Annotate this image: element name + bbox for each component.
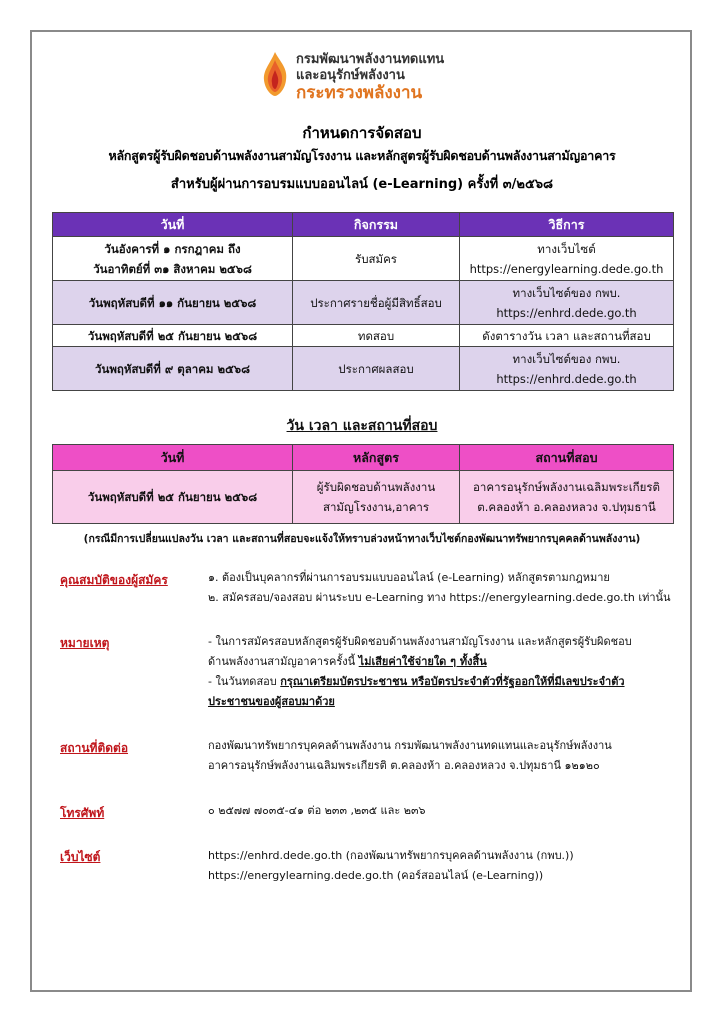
remark-emphasis: ไม่เสียค่าใช้จ่ายใด ๆ ทั้งสิ้น: [358, 655, 487, 668]
venue-header-place: สถานที่สอบ: [460, 445, 674, 471]
phone-text: [208, 801, 678, 821]
qualification-line: ๑. ต้องเป็นบุคลากรที่ผ่านการอบรมแบบออนไลน์ (e-Learning) หลักสูตรตามกฎหมาย: [208, 571, 610, 584]
contact-label: สถานที่ติดต่อ: [60, 741, 129, 755]
table-row: [53, 237, 674, 281]
page-subtitle-2: สำหรับผู้ผ่านการอบรมแบบออนไลน์ (e-Learning) ครั้งที่ ๓/๒๕๖๘: [170, 177, 554, 192]
table-row: [53, 347, 674, 391]
qualification-line: ๒. สมัครสอบ/จองสอบ ผ่านระบบ e-Learning ทาง https://energylearning.dede.go.th เท่านั้น: [208, 591, 671, 604]
qualifications-text: [208, 568, 678, 608]
schedule-table: [52, 212, 674, 391]
schedule-method-cell: ดังตารางวัน เวลา และสถานที่สอบ: [460, 325, 674, 347]
page-title: กำหนดการจัดสอบ: [302, 124, 422, 142]
table-row: [53, 281, 674, 325]
contact-line: อาคารอนุรักษ์พลังงานเฉลิมพระเกียรติ ต.คลองห้า อ.คลองหลวง จ.ปทุมธานี ๑๒๑๒๐: [208, 759, 600, 772]
phone-label: โทรศัพท์: [60, 806, 105, 820]
website-text: [208, 846, 678, 886]
table-row: [53, 471, 674, 524]
venue-place-text: อาคารอนุรักษ์พลังงานเฉลิมพระเกียรติ: [473, 480, 660, 494]
venue-course-text: ผู้รับผิดชอบด้านพลังงาน: [316, 480, 436, 494]
schedule-header-row: [53, 213, 674, 237]
remark-text: ด้านพลังงานสามัญอาคารครั้งนี้: [208, 655, 359, 668]
remark-line: [208, 652, 678, 672]
venue-table: [52, 444, 674, 524]
change-notice: (กรณีมีการเปลี่ยนแปลงวัน เวลา และสถานที่สอบจะแจ้งให้ทราบล่วงหน้าทางเว็บไซต์กองพัฒนาทรัพยากรบุคคลด้านพลังงาน): [83, 533, 641, 545]
schedule-method-text: ทางเว็บไซต์ของ กพบ.: [512, 351, 621, 366]
remark-line: [208, 672, 678, 692]
venue-course-cell: [293, 471, 460, 524]
schedule-date-text: วันอาทิตย์ที่ ๓๑ สิงหาคม ๒๕๖๘: [93, 261, 252, 276]
phone-number: ๐ ๒๕๗๗ ๗๐๓๕-๔๑ ต่อ ๒๓๓ ,๒๓๕ และ ๒๓๖: [208, 804, 426, 817]
flame-logo-icon: [258, 50, 292, 98]
schedule-method-link[interactable]: https://energylearning.dede.go.th: [469, 261, 664, 276]
remark-line: ประชาชนของผู้สอบมาด้วย: [208, 695, 335, 708]
remark-line: - ในการสมัครสอบหลักสูตรผู้รับผิดชอบด้านพลังงานสามัญโรงงาน และหลักสูตรผู้รับผิดชอบ: [208, 635, 632, 648]
page-subtitle: หลักสูตรผู้รับผิดชอบด้านพลังงานสามัญโรงงาน และหลักสูตรผู้รับผิดชอบด้านพลังงานสามัญอาคาร: [108, 148, 616, 163]
schedule-method-cell: [460, 281, 674, 325]
contact-line: กองพัฒนาทรัพยากรบุคคลด้านพลังงาน กรมพัฒนาพลังงานทดแทนและอนุรักษ์พลังงาน: [208, 739, 612, 752]
website-link[interactable]: https://enhrd.dede.go.th (กองพัฒนาทรัพยากรบุคคลด้านพลังงาน (กพบ.)): [208, 849, 574, 862]
schedule-date-cell: [53, 237, 293, 281]
remark-text: - ในวันทดสอบ: [208, 675, 281, 688]
qualifications-label: คุณสมบัติของผู้สมัคร: [60, 573, 168, 587]
schedule-method-cell: [460, 347, 674, 391]
remarks-label: หมายเหตุ: [60, 636, 110, 650]
schedule-date-cell: วันพฤหัสบดีที่ ๙ ตุลาคม ๒๕๖๘: [53, 347, 293, 391]
remarks-text: [208, 632, 678, 712]
venue-section-title: วัน เวลา และสถานที่สอบ: [286, 418, 438, 434]
venue-place-cell: [460, 471, 674, 524]
schedule-header-date: วันที่: [53, 213, 293, 237]
contact-text: [208, 736, 678, 776]
schedule-activity-cell: ทดสอบ: [293, 325, 460, 347]
schedule-method-link[interactable]: https://enhrd.dede.go.th: [496, 371, 637, 386]
ministry-logo: [258, 46, 498, 102]
schedule-method-cell: [460, 237, 674, 281]
remark-emphasis: กรุณาเตรียมบัตรประชาชน หรือบัตรประจำตัวที่รัฐออกให้ที่มีเลขประจำตัว: [280, 675, 625, 688]
schedule-activity-cell: ประกาศผลสอบ: [293, 347, 460, 391]
schedule-date-cell: วันพฤหัสบดีที่ ๑๑ กันยายน ๒๕๖๘: [53, 281, 293, 325]
logo-line-3: กระทรวงพลังงาน: [296, 83, 423, 103]
schedule-activity-cell: ประกาศรายชื่อผู้มีสิทธิ์สอบ: [293, 281, 460, 325]
schedule-date-text: วันอังคารที่ ๑ กรกฎาคม ถึง: [104, 241, 241, 256]
schedule-date-cell: วันพฤหัสบดีที่ ๒๕ กันยายน ๒๕๖๘: [53, 325, 293, 347]
schedule-method-text: ทางเว็บไซต์: [537, 241, 596, 256]
schedule-method-link[interactable]: https://enhrd.dede.go.th: [496, 305, 637, 320]
venue-place-text: ต.คลองห้า อ.คลองหลวง จ.ปทุมธานี: [477, 500, 656, 514]
venue-header-date: วันที่: [53, 445, 293, 471]
website-link[interactable]: https://energylearning.dede.go.th (คอร์สออนไลน์ (e-Learning)): [208, 869, 544, 882]
table-row: [53, 325, 674, 347]
website-label: เว็บไซต์: [60, 850, 101, 864]
schedule-header-method: วิธีการ: [460, 213, 674, 237]
venue-header-row: [53, 445, 674, 471]
schedule-activity-cell: รับสมัคร: [293, 237, 460, 281]
logo-line-1: กรมพัฒนาพลังงานทดแทน: [296, 52, 445, 67]
schedule-method-text: ทางเว็บไซต์ของ กพบ.: [512, 285, 621, 300]
venue-course-text: สามัญโรงงาน,อาคาร: [322, 500, 430, 514]
logo-line-2: และอนุรักษ์พลังงาน: [296, 68, 405, 83]
venue-date-cell: วันพฤหัสบดีที่ ๒๕ กันยายน ๒๕๖๘: [53, 471, 293, 524]
schedule-header-activity: กิจกรรม: [293, 213, 460, 237]
venue-header-course: หลักสูตร: [293, 445, 460, 471]
